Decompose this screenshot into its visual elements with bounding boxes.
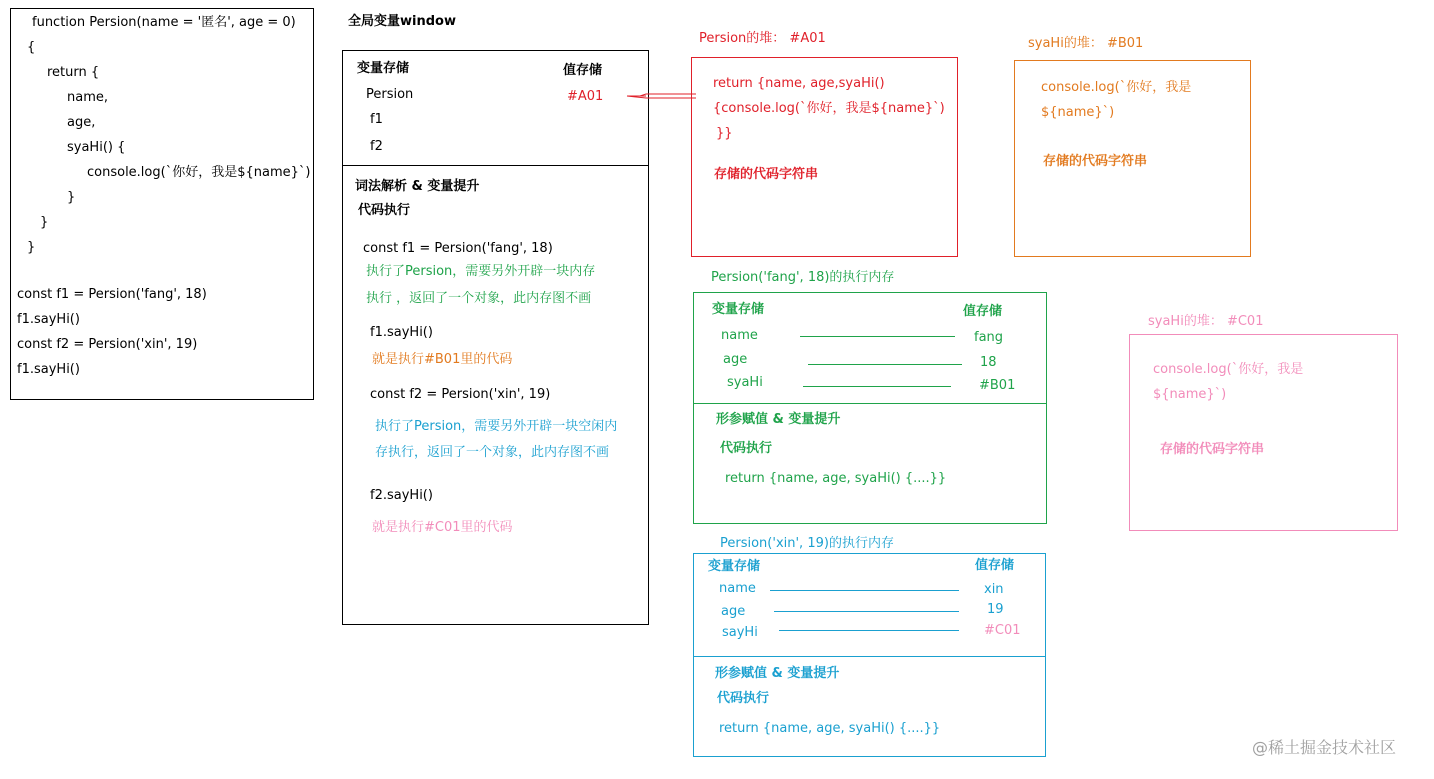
exec-fang-val-header: 值存储 <box>963 304 1003 319</box>
code-line: const f1 = Persion('fang', 18) <box>17 287 207 302</box>
code-line: f1.sayHi() <box>17 362 80 377</box>
heap-a01-note: 存储的代码字符串 <box>714 167 819 182</box>
watermark: @稀土掘金技术社区 <box>1252 738 1397 757</box>
code-line: } <box>67 190 76 205</box>
global-note-f2-line1: 执行了Persion，需要另外开辟一块空闲内 <box>375 419 618 434</box>
exec-fang-return: return {name, age, syaHi() {....}} <box>725 471 947 486</box>
heap-a01-line: {console.log(`你好，我是${name}`) <box>713 101 945 116</box>
code-line: syaHi() { <box>67 140 126 155</box>
exec-fang-row-name: name <box>721 328 758 343</box>
heap-c01-line: ${name}`) <box>1153 387 1227 402</box>
exec-fang-row-value: fang <box>974 330 1004 345</box>
global-stmt-f1: const f1 = Persion('fang', 18) <box>363 241 553 256</box>
global-var-f1: f1 <box>370 112 383 127</box>
exec-xin-var-header: 变量存储 <box>708 559 761 574</box>
heap-b01-note: 存储的代码字符串 <box>1043 154 1148 169</box>
global-note-f1-line1: 执行了Persion，需要另外开辟一块内存 <box>366 264 596 279</box>
heap-b01-line: console.log(`你好，我是 <box>1041 80 1192 95</box>
heap-a01-line: return {name, age,syaHi() <box>713 76 885 91</box>
global-stmt-f1-call: f1.sayHi() <box>370 325 433 340</box>
code-line: function Persion(name = '匿名', age = 0) <box>32 15 296 30</box>
heap-a01-line: }} <box>716 126 733 141</box>
exec-xin-row-name: name <box>719 581 756 596</box>
global-val-header: 值存储 <box>563 63 603 78</box>
global-exec-title: 代码执行 <box>358 203 411 218</box>
global-parse-title: 词法解析 & 变量提升 <box>355 179 480 194</box>
code-line: name, <box>67 90 108 105</box>
exec-xin-return: return {name, age, syaHi() {....}} <box>719 721 941 736</box>
exec-fang-row-value: #B01 <box>979 378 1016 393</box>
global-persion-value: #A01 <box>567 89 604 104</box>
heap-c01-line: console.log(`你好，我是 <box>1153 362 1304 377</box>
exec-fang-row-name: age <box>723 352 748 367</box>
code-line: age, <box>67 115 96 130</box>
code-line: } <box>40 215 49 230</box>
global-note-f1-line2: 执行 ，返回了一个对象，此内存图不画 <box>366 291 592 306</box>
code-line: return { <box>47 65 100 80</box>
exec-xin-row-name: age <box>721 604 746 619</box>
global-stmt-f2-call: f2.sayHi() <box>370 488 433 503</box>
heap-a01-title: Persion的堆： #A01 <box>699 31 826 46</box>
exec-fang-row-value: 18 <box>980 355 997 370</box>
global-var-header: 变量存储 <box>357 61 410 76</box>
exec-xin-title: Persion('xin', 19)的执行内存 <box>720 536 894 551</box>
global-note-f2-line2: 存执行，返回了一个对象，此内存图不画 <box>375 445 610 460</box>
exec-fang-param-title: 形参赋值 & 变量提升 <box>716 412 841 427</box>
exec-xin-val-header: 值存储 <box>975 558 1015 573</box>
global-title: 全局变量window <box>348 14 456 29</box>
exec-xin-param-title: 形参赋值 & 变量提升 <box>715 666 840 681</box>
exec-xin-row-value: #C01 <box>984 623 1021 638</box>
global-stmt-f2: const f2 = Persion('xin', 19) <box>370 387 551 402</box>
exec-xin-row-name: sayHi <box>722 625 758 640</box>
code-line: console.log(`你好，我是${name}`) <box>87 165 311 180</box>
heap-b01-line: ${name}`) <box>1041 105 1115 120</box>
heap-c01-title: syaHi的堆： #C01 <box>1148 314 1264 329</box>
exec-fang-exec-title: 代码执行 <box>720 441 773 456</box>
heap-b01-title: syaHi的堆： #B01 <box>1028 36 1144 51</box>
exec-fang-var-header: 变量存储 <box>712 302 765 317</box>
code-line: const f2 = Persion('xin', 19) <box>17 337 198 352</box>
exec-fang-row-name: syaHi <box>727 375 763 390</box>
code-line: f1.sayHi() <box>17 312 80 327</box>
exec-xin-row-value: 19 <box>987 602 1004 617</box>
heap-c01-note: 存储的代码字符串 <box>1160 442 1265 457</box>
code-line: { <box>27 40 36 55</box>
global-var-f2: f2 <box>370 139 383 154</box>
exec-xin-row-value: xin <box>984 582 1004 597</box>
global-note-f2-call: 就是执行#C01里的代码 <box>372 520 513 535</box>
code-line: } <box>27 240 36 255</box>
global-note-f1-call: 就是执行#B01里的代码 <box>372 352 513 367</box>
exec-fang-title: Persion('fang', 18)的执行内存 <box>711 270 895 285</box>
global-var-persion: Persion <box>366 87 414 102</box>
exec-xin-exec-title: 代码执行 <box>717 691 770 706</box>
